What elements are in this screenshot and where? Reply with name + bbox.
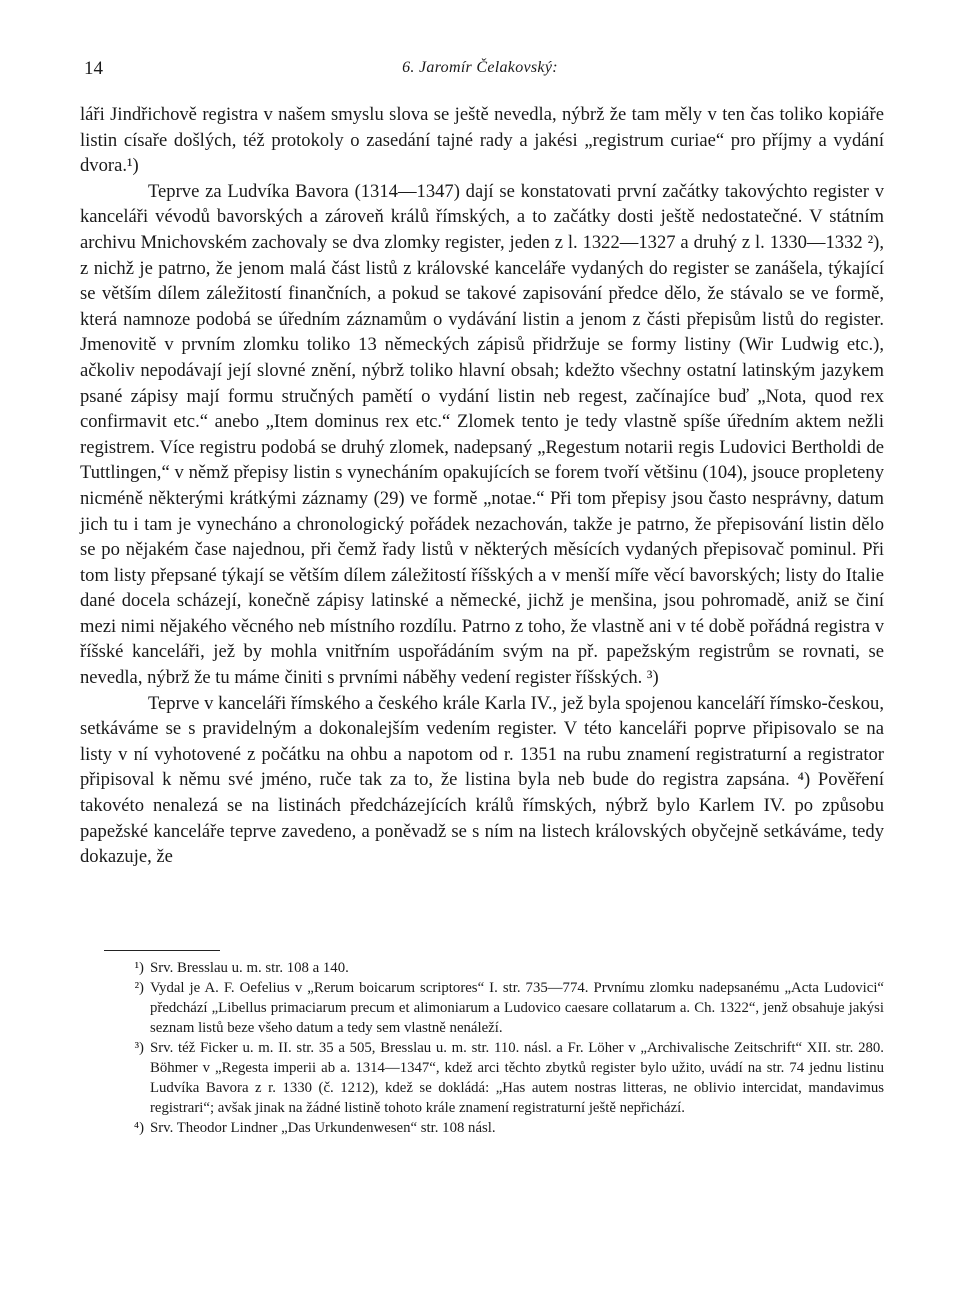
footnote-marker: ¹) xyxy=(134,960,144,976)
footnote-marker: ⁴) xyxy=(133,1120,144,1136)
footnote-separator xyxy=(104,950,220,951)
footnote-4 xyxy=(120,1118,884,1138)
footnote-2 xyxy=(120,978,884,1038)
footnote-marker: ³) xyxy=(134,1040,144,1056)
footnote-marker: ²) xyxy=(134,980,144,996)
paragraph-1: láři Jindřichově registra v našem smyslu slova se ještě nevedla, nýbrž že tam měly v ten čas toliko kopiáře listin císaře došlých, též protokoly o zasedání tajné rady a jakési „registrum curiae“ pro příjmy a vydání dvora.¹) xyxy=(80,104,884,177)
footnote-text: Srv. Theodor Lindner „Das Urkundenwesen“ str. 108 násl. xyxy=(150,1120,496,1136)
footnote-text: Srv. též Ficker u. m. II. str. 35 a 505, Bresslau u. m. str. 110. násl. a Fr. Löher v „Archivalische Zeitschrift“ XII. str. 280. Böhmer v „Regesta imperii ab a. 1314—1347“, kdež arci těchto zbytků register bylo užito, uvádí na str. 74 jednu listinu Ludvíka Bavora z r. 1330 (č. 1212), kdež se dokládá: „Has autem nostras litteras, ne oblivio intercidat, mandavimus registrari“; avšak jinak na žádné listině tohoto krále znamení registraturní ještě nepřichází. xyxy=(150,1040,884,1116)
footnotes xyxy=(120,958,884,1138)
paragraph-2: Teprve za Ludvíka Bavora (1314—1347) dají se konstatovati první začátky takovýchto register v kanceláři vévodů bavorských a zároveň králů římských, a to začátky dosti ještě nedostatečné. V státním archivu Mnichovském zachovaly se dva zlomky register, jeden z l. 1322—1327 a druhý z l. 1330—1332 ²), z nichž je patrno, že jenom malá část listů z královské kanceláře vydaných do register se zanášela, týkající se větším dílem záležitostí finančních, a pokud se takové zapisování předce dělo, že stávalo se ve formě, která namnoze podobá se úředním záznamům o vydávání listin a jenom z části přepisům listů do register. Jmenovitě v prvním zlomku toliko 13 německých zápisů přidržuje se formy listiny (Wir Ludwig etc.), ačkoliv nepodávají její slovné znění, nýbrž toliko hlavní obsah; kdežto všechny ostatní latinským jazykem psané zápisy mají formu stručných pamětí o vydání listin neb regest, začínajíce buď „Nota, quod rex confirmavit etc.“ anebo „Item dominus rex etc.“ Zlomek tento je tedy vlastně spíše úředním aktem nežli registrem. Více registru podobá se druhý zlomek, nadepsaný „Regestum notarii regis Ludovici Bertholdi de Tuttlingen,“ v němž přepisy listin s vynecháním opakujících se forem tvoří většinu (104), jsouce propleteny nicméně některými krátkými záznamy (29) ve formě „notae.“ Při tom přepisy jsou často nesprávny, datum jich tu i tam je vynecháno a chronologický pořádek nezachován, takže je patrno, že přepisování listin dělo se po nějakém čase najednou, při čemž řady listů v některých měsících vydaných přepisovač pominul. Při tom listy přepsané týkají se větším dílem záležitostí říšských a v menší míře věcí bavorských; listy do Italie dané docela scházejí, konečně zápisy latinské a německé, jichž je menšina, jsou pohromadě, aniž se činí mezi nimi nějakého věcného neb místního rozdílu. Patrno z toho, že vlastně ani v té době pořádná registra v říšské kanceláři, jež by mohla vnitřním uspořádáním svým na př. papežským registrům se rovnati, se nevedla, nýbrž že tu máme činiti s prvními náběhy vedení register říšských. ³) xyxy=(80,180,884,689)
footnote-3 xyxy=(120,1038,884,1118)
footnote-text: Srv. Bresslau u. m. str. 108 a 140. xyxy=(150,960,349,976)
footnote-1 xyxy=(120,958,884,978)
paragraph-3: Teprve v kanceláři římského a českého krále Karla IV., jež byla spojenou kanceláří římsko-českou, setkáváme se s pravidelným a dokonalejším vedením register. V této kanceláři poprve připisovalo se na listy v ní vyhotovené z počátku na ohbu a napotom od r. 1351 na rubu znamení registraturní a registrator připisoval k němu své jméno, ruče tak za to, že listina byla neb bude do registra zapsána. ⁴) Pověření takovéto nenalezá se na listinách předcházejících králů římských, nýbrž bylo Karlem IV. po způsobu papežské kanceláře teprve zavedeno, a poněvadž se s ním na listech královských obyčejně setkáváme, tedy dokazuje, že xyxy=(80,692,884,868)
body-text xyxy=(80,102,884,870)
footnote-text: Vydal je A. F. Oefelius v „Rerum boicarum scriptores“ I. str. 735—774. Prvnímu zlomku nadepsanému „Acta Ludovici“ předchází „Libellus primaciarum precum et alimoniarum a Ludovico caesare collatarum a. Ch. 1322“, jenž obsahuje jakýsi seznam listů beze všeho datum a tedy sem vlastně nenáleží. xyxy=(150,980,884,1036)
running-title: 6. Jaromír Čelakovský: xyxy=(402,59,558,76)
page-number: 14 xyxy=(84,58,103,79)
